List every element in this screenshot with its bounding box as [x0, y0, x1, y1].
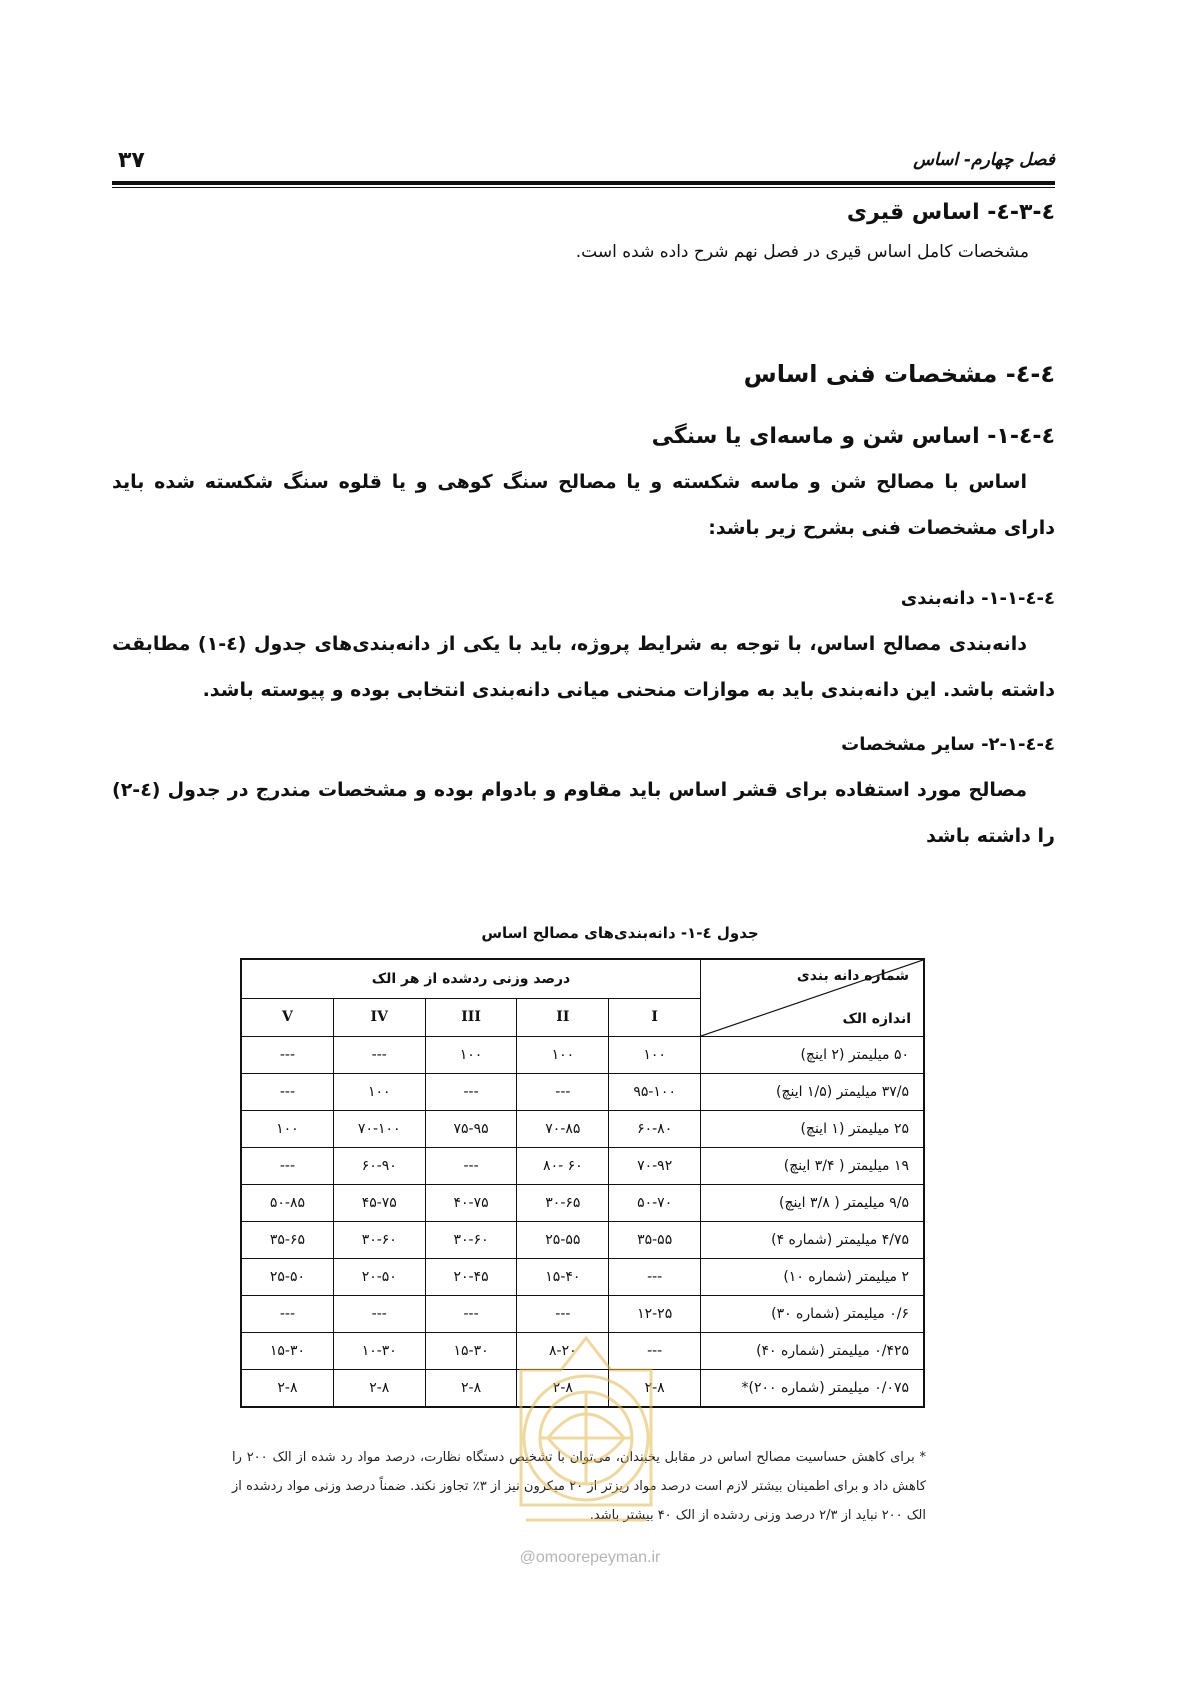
table-row — [241, 1185, 924, 1222]
section-paragraph: دانه‌بندی مصالح اساس، با توجه به شرایط پروژه، باید با یکی از دانه‌بندی‌های جدول (٤-١) مطابقت داشته باشد. این دانه‌بندی باید به موازات منحنی میانی دانه‌بندی انتخابی بوده و پیوسته باشد. — [112, 633, 1055, 701]
value-cell: ۲-۸ — [333, 1370, 425, 1408]
watermark-seal-icon — [486, 1330, 686, 1545]
sieve-size-cell: ۱۹ میلیمتر ( ۳/۴ اینچ) — [701, 1148, 924, 1185]
value-cell: ۲-۸ — [517, 1370, 609, 1408]
section-heading: ٤-٤- مشخصات فنی اساس — [743, 360, 1055, 388]
section-paragraph: اساس با مصالح شن و ماسه شکسته و یا مصالح سنگ کوهی و یا قلوه سنگ شکسته شده باید دارای مشخصات فنی بشرح زیر باشد: — [112, 471, 1055, 539]
value-cell: --- — [425, 1148, 517, 1185]
value-cell: ۲-۸ — [425, 1370, 517, 1408]
value-cell: ۳۰-۶۰ — [333, 1222, 425, 1259]
table-row — [241, 1259, 924, 1296]
section-4-4-1 — [112, 424, 1055, 551]
value-cell: ۷۰-۸۵ — [517, 1111, 609, 1148]
sieve-size-cell: ۹/۵ میلیمتر ( ۳/۸ اینچ) — [701, 1185, 924, 1222]
table-row — [241, 1037, 924, 1074]
sieve-size-cell: ۰/۶ میلیمتر (شماره ۳۰) — [701, 1296, 924, 1333]
value-cell: ۲۵-۵۰ — [241, 1259, 333, 1296]
table-row — [241, 1296, 924, 1333]
value-cell: --- — [517, 1296, 609, 1333]
chapter-title: فصل چهارم- اساس — [913, 150, 1055, 170]
value-cell: ۳۰-۶۵ — [517, 1185, 609, 1222]
table-row — [241, 1074, 924, 1111]
value-cell: ۱۰۰ — [425, 1037, 517, 1074]
header-rule — [112, 181, 1055, 188]
value-cell: ۱۰۰ — [517, 1037, 609, 1074]
value-cell: ۳۵-۶۵ — [241, 1222, 333, 1259]
value-cell: --- — [333, 1296, 425, 1333]
value-cell: ۲۵-۵۵ — [517, 1222, 609, 1259]
value-cell: --- — [241, 1296, 333, 1333]
corner-label-sieve: اندازه الک — [842, 1011, 911, 1027]
value-cell: ۶۰ -۸۰ — [517, 1148, 609, 1185]
value-cell: ۱۲-۲۵ — [609, 1296, 701, 1333]
value-cell: ۵۰-۷۰ — [609, 1185, 701, 1222]
column-header: I — [609, 998, 701, 1037]
value-cell: --- — [425, 1296, 517, 1333]
value-cell: ۱۵-۳۰ — [425, 1333, 517, 1370]
value-cell: --- — [609, 1259, 701, 1296]
value-cell: ۲-۸ — [241, 1370, 333, 1408]
value-cell: --- — [333, 1037, 425, 1074]
value-cell: ۷۰-۱۰۰ — [333, 1111, 425, 1148]
column-header: III — [425, 998, 517, 1037]
value-cell: --- — [425, 1074, 517, 1111]
sieve-size-cell: ۵۰ میلیمتر (۲ اینچ) — [701, 1037, 924, 1074]
value-cell: ۲-۸ — [609, 1370, 701, 1408]
section-4-3-4 — [112, 200, 1055, 267]
sieve-size-cell: ۳۷/۵ میلیمتر (۱/۵ اینچ) — [701, 1074, 924, 1111]
value-cell: ۵۰-۸۵ — [241, 1185, 333, 1222]
value-cell: ۸-۲۰ — [517, 1333, 609, 1370]
value-cell: ۷۵-۹۵ — [425, 1111, 517, 1148]
running-header — [112, 148, 1055, 178]
sieve-size-cell: ۲ میلیمتر (شماره ۱۰) — [701, 1259, 924, 1296]
sieve-size-cell: ۲۵ میلیمتر (۱ اینچ) — [701, 1111, 924, 1148]
corner-header-cell — [701, 959, 924, 1037]
value-cell: ۶۰-۸۰ — [609, 1111, 701, 1148]
table-row — [241, 1111, 924, 1148]
sieve-size-cell: ۰/۴۲۵ میلیمتر (شماره ۴۰) — [701, 1333, 924, 1370]
value-cell: ۷۰-۹۲ — [609, 1148, 701, 1185]
section-paragraph: مشخصات کامل اساس قیری در فصل نهم شرح داده شده است. — [575, 242, 1029, 262]
value-cell: ۹۵-۱۰۰ — [609, 1074, 701, 1111]
value-cell: ۳۵-۵۵ — [609, 1222, 701, 1259]
value-cell: ۱۰۰ — [241, 1111, 333, 1148]
section-heading: ٤-٤-١-١- دانه‌بندی — [900, 588, 1055, 609]
table-footnote: * برای کاهش حساسیت مصالح اساس در مقابل یخبندان، می‌توان با تشخیص دستگاه نظارت، درصد مواد رد شده از الک ۲۰۰ را کاهش داد و برای اطمینان بیشتر لازم است درصد مواد ریزتر از ۲۰ میکرون نیز از ۳٪ تجاوز نکند. ضمناً درصد وزنی مواد ردشده از الک ۲۰۰ نباید از ۲/۳ درصد وزنی ردشده از الک ۴۰ بیشتر باشد. — [232, 1450, 927, 1523]
value-cell: ۱۰-۳۰ — [333, 1333, 425, 1370]
value-cell: ۳۰-۶۰ — [425, 1222, 517, 1259]
table-row — [241, 1222, 924, 1259]
value-cell: ۱۵-۳۰ — [241, 1333, 333, 1370]
value-cell: ۴۰-۷۵ — [425, 1185, 517, 1222]
sieve-size-cell: ۴/۷۵ میلیمتر (شماره ۴) — [701, 1222, 924, 1259]
section-heading: ٤-٤-١-٢- سایر مشخصات — [841, 734, 1055, 755]
value-cell: ۱۰۰ — [609, 1037, 701, 1074]
section-4-4 — [112, 360, 1055, 388]
corner-label-gradation: شماره دانه بندی — [796, 968, 909, 984]
group-header: درصد وزنی ردشده از هر الک — [241, 959, 701, 998]
value-cell: ۶۰-۹۰ — [333, 1148, 425, 1185]
column-header: II — [517, 998, 609, 1037]
sieve-size-cell: ۰/۰۷۵ میلیمتر (شماره ۲۰۰)* — [701, 1370, 924, 1408]
page-number: ۳۷ — [118, 148, 145, 173]
watermark-text: @omoorepeyman.ir — [519, 1549, 661, 1566]
section-4-4-1-1 — [112, 588, 1055, 713]
value-cell: ۲۰-۴۵ — [425, 1259, 517, 1296]
table-caption: جدول ٤-١- دانه‌بندی‌های مصالح اساس — [481, 924, 759, 942]
value-cell: ۴۵-۷۵ — [333, 1185, 425, 1222]
column-header: V — [241, 998, 333, 1037]
value-cell: --- — [609, 1333, 701, 1370]
value-cell: ۲۰-۵۰ — [333, 1259, 425, 1296]
value-cell: ۱۵-۴۰ — [517, 1259, 609, 1296]
value-cell: --- — [517, 1074, 609, 1111]
value-cell: --- — [241, 1037, 333, 1074]
section-heading: ٤-٣-٤- اساس قیری — [846, 200, 1055, 225]
section-4-4-1-2 — [112, 734, 1055, 859]
value-cell: --- — [241, 1148, 333, 1185]
value-cell: ۱۰۰ — [333, 1074, 425, 1111]
value-cell: --- — [241, 1074, 333, 1111]
column-header: IV — [333, 998, 425, 1037]
section-paragraph: مصالح مورد استفاده برای قشر اساس باید مقاوم و بادوام بوده و مشخصات مندرج در جدول (٤-٢) را داشته باشد — [112, 779, 1055, 847]
section-heading: ٤-٤-١- اساس شن و ماسه‌ای یا سنگی — [651, 424, 1055, 449]
table-row — [241, 1148, 924, 1185]
